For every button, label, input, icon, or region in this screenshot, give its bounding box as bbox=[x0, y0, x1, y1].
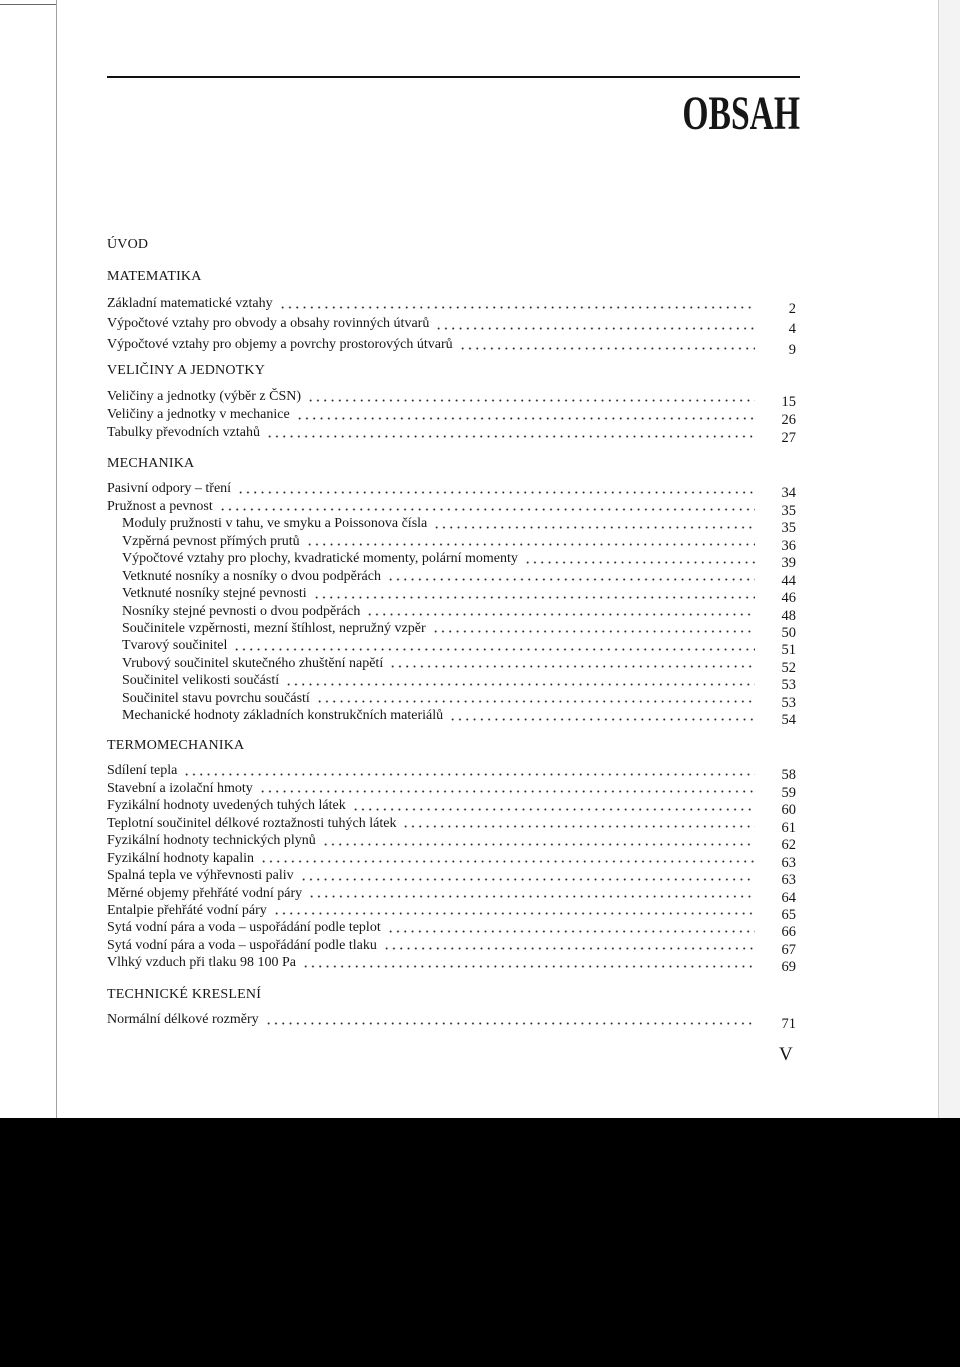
entry-page: 53 bbox=[781, 677, 796, 694]
entry-title: Součinitele vzpěrnosti, mezní štíhlost, nepružný vzpěr bbox=[122, 620, 426, 636]
dot-leader bbox=[233, 648, 755, 651]
entry-title: Tvarový součinitel bbox=[122, 638, 228, 654]
entry-page: 60 bbox=[781, 802, 796, 819]
dot-leader bbox=[366, 613, 755, 616]
entry-page: 53 bbox=[781, 694, 796, 711]
entry-title: Sytá vodní pára a voda – uspořádání podle tlaku bbox=[107, 937, 377, 953]
dot-leader bbox=[383, 947, 755, 950]
dot-leader bbox=[302, 965, 755, 968]
dot-leader bbox=[313, 596, 755, 599]
toc-subentry bbox=[107, 707, 796, 729]
section-heading: TERMOMECHANIKA bbox=[107, 738, 245, 753]
entry-title: Fyzikální hodnoty kapalin bbox=[107, 850, 254, 866]
dot-leader bbox=[433, 526, 755, 529]
entry-page: 2 bbox=[788, 300, 796, 317]
entry-page: 71 bbox=[781, 1016, 796, 1033]
section-heading: VELIČINY A JEDNOTKY bbox=[107, 363, 266, 378]
toc-subentry bbox=[107, 690, 796, 711]
toc-section-matematika bbox=[107, 268, 796, 358]
entry-page: 48 bbox=[781, 607, 796, 624]
dot-leader bbox=[524, 561, 755, 564]
toc-entry bbox=[107, 902, 796, 923]
page-title: OBSAH bbox=[682, 87, 800, 140]
toc-entry bbox=[107, 850, 796, 871]
dot-leader bbox=[279, 306, 755, 309]
entry-title: Entalpie přehřáté vodní páry bbox=[107, 902, 267, 918]
entry-page: 64 bbox=[781, 889, 796, 906]
entry-title: Součinitel stavu povrchu součástí bbox=[122, 690, 310, 706]
toc-subentry bbox=[107, 655, 796, 676]
entry-title: Veličiny a jednotky v mechanice bbox=[107, 406, 290, 422]
entry-title: Vlhký vzduch při tlaku 98 100 Pa bbox=[107, 955, 296, 971]
toc-subentry bbox=[107, 550, 796, 572]
toc-section-mechanika bbox=[107, 455, 796, 729]
toc-entry bbox=[107, 885, 796, 906]
toc-section-veliciny bbox=[107, 362, 796, 446]
dot-leader bbox=[387, 578, 755, 581]
dot-leader bbox=[260, 860, 755, 863]
entry-page: 50 bbox=[781, 624, 796, 641]
entry-title: Vzpěrná pevnost přímých prutů bbox=[122, 533, 300, 549]
toc-subentry bbox=[107, 585, 796, 607]
dot-leader bbox=[308, 895, 755, 898]
entry-page: 36 bbox=[781, 537, 796, 554]
dot-leader bbox=[449, 718, 755, 721]
entry-title: Sdílení tepla bbox=[107, 763, 178, 779]
dot-leader bbox=[296, 417, 755, 420]
entry-page: 63 bbox=[781, 854, 796, 871]
section-heading: MECHANIKA bbox=[107, 456, 195, 471]
dot-leader bbox=[316, 700, 755, 703]
section-heading: MATEMATIKA bbox=[107, 269, 202, 284]
entry-title: Spalná tepla ve výhřevnosti paliv bbox=[107, 868, 294, 884]
toc-entry bbox=[107, 937, 796, 958]
entry-title: Pružnost a pevnost bbox=[107, 498, 213, 514]
entry-page: 58 bbox=[781, 767, 796, 784]
toc-section-technicke-kresleni bbox=[107, 986, 796, 1033]
toc-entry bbox=[107, 797, 796, 819]
entry-page: 26 bbox=[781, 411, 796, 428]
section-heading: ÚVOD bbox=[107, 237, 149, 252]
toc-entry bbox=[107, 498, 796, 519]
page-number: V bbox=[779, 1044, 793, 1065]
dot-leader bbox=[322, 843, 755, 846]
entry-page: 46 bbox=[781, 590, 796, 607]
entry-title: Fyzikální hodnoty uvedených tuhých látek bbox=[107, 798, 346, 814]
toc-entry bbox=[107, 481, 796, 502]
entry-title: Stavební a izolační hmoty bbox=[107, 780, 253, 796]
entry-page: 67 bbox=[781, 941, 796, 958]
entry-title: Výpočtové vztahy pro obvody a obsahy rovinných útvarů bbox=[107, 316, 430, 331]
entry-page: 63 bbox=[781, 872, 796, 889]
entry-title: Základní matematické vztahy bbox=[107, 295, 273, 311]
toc-entry bbox=[107, 1012, 796, 1033]
toc-subentry bbox=[107, 533, 796, 554]
toc-entry bbox=[107, 388, 796, 410]
entry-title: Normální délkové rozměry bbox=[107, 1012, 259, 1028]
dot-leader bbox=[307, 399, 755, 402]
toc-entry bbox=[107, 314, 796, 335]
entry-title: Vetknuté nosníky a nosníky o dvou podpěrách bbox=[122, 568, 381, 584]
dot-leader bbox=[387, 930, 755, 933]
toc-section-uvod bbox=[107, 236, 796, 262]
entry-page: 9 bbox=[788, 341, 796, 358]
toc-entry bbox=[107, 954, 796, 976]
entry-page: 35 bbox=[781, 520, 796, 537]
entry-page: 15 bbox=[781, 393, 796, 410]
toc-entry bbox=[107, 294, 796, 315]
toc-section-termomechanika bbox=[107, 737, 796, 976]
dot-leader bbox=[432, 630, 755, 633]
entry-title: Teplotní součinitel délkové roztažnosti tuhých látek bbox=[107, 815, 397, 831]
entry-title: Moduly pružnosti v tahu, ve smyku a Poissonova čísla bbox=[122, 516, 428, 532]
dot-leader bbox=[273, 912, 755, 915]
entry-title: Vetknuté nosníky stejné pevnosti bbox=[122, 586, 307, 602]
dot-leader bbox=[183, 773, 755, 776]
toc-subentry bbox=[107, 568, 796, 589]
dot-leader bbox=[300, 878, 755, 881]
entry-title: Mechanické hodnoty základních konstrukčních materiálů bbox=[122, 708, 444, 724]
entry-page: 35 bbox=[781, 502, 796, 519]
entry-page: 61 bbox=[781, 819, 796, 836]
dot-leader bbox=[352, 808, 755, 811]
dot-leader bbox=[402, 825, 755, 828]
toc-subentry bbox=[107, 637, 796, 659]
dot-leader bbox=[459, 347, 755, 350]
header-rule bbox=[107, 76, 800, 78]
dot-leader bbox=[265, 1022, 755, 1025]
entry-page: 62 bbox=[781, 837, 796, 854]
section-heading: TECHNICKÉ KRESLENÍ bbox=[107, 987, 262, 1002]
entry-title: Veličiny a jednotky (výběr z ČSN) bbox=[107, 388, 302, 404]
entry-title: Fyzikální hodnoty technických plynů bbox=[107, 833, 316, 849]
toc-entry bbox=[107, 780, 796, 801]
toc-entry bbox=[107, 919, 796, 941]
dot-leader bbox=[435, 327, 755, 330]
entry-page: 69 bbox=[781, 959, 796, 976]
entry-title: Tabulky převodních vztahů bbox=[107, 424, 260, 440]
entry-page: 44 bbox=[781, 572, 796, 589]
entry-title: Pasivní odpory – tření bbox=[107, 481, 232, 497]
toc-entry bbox=[107, 815, 796, 836]
entry-page: 27 bbox=[781, 429, 796, 446]
dot-leader bbox=[285, 683, 755, 686]
scan-edge-right bbox=[938, 0, 960, 1118]
toc-entry bbox=[107, 424, 796, 446]
entry-title: Měrné objemy přehřáté vodní páry bbox=[107, 885, 303, 901]
entry-title: Výpočtové vztahy pro objemy a povrchy prostorových útvarů bbox=[107, 336, 453, 352]
toc-subentry bbox=[107, 672, 796, 694]
entry-page: 66 bbox=[781, 924, 796, 941]
scan-black-margin bbox=[0, 1118, 960, 1367]
toc-entry bbox=[107, 867, 796, 889]
dot-leader bbox=[306, 543, 755, 546]
toc-entry bbox=[107, 406, 796, 428]
toc-subentry bbox=[107, 620, 796, 641]
toc-subentry bbox=[107, 515, 796, 537]
entry-page: 51 bbox=[781, 642, 796, 659]
toc-entry bbox=[107, 832, 796, 854]
entry-title: Součinitel velikosti součástí bbox=[122, 673, 280, 689]
dot-leader bbox=[389, 665, 755, 668]
entry-title: Nosníky stejné pevnosti o dvou podpěrách bbox=[122, 603, 361, 619]
entry-page: 34 bbox=[781, 485, 796, 502]
entry-title: Vrubový součinitel skutečného zhuštění napětí bbox=[122, 655, 384, 671]
scan-edge-left bbox=[56, 0, 57, 1118]
entry-page: 39 bbox=[781, 555, 796, 572]
entry-page: 59 bbox=[781, 784, 796, 801]
entry-page: 4 bbox=[788, 321, 796, 337]
dot-leader bbox=[237, 491, 755, 494]
scan-edge-top bbox=[0, 4, 57, 5]
entry-page: 52 bbox=[781, 659, 796, 676]
dot-leader bbox=[259, 790, 755, 793]
dot-leader bbox=[219, 508, 755, 511]
toc-entry bbox=[107, 335, 796, 356]
dot-leader bbox=[266, 435, 755, 438]
entry-title: Výpočtové vztahy pro plochy, kvadratické momenty, polární momenty bbox=[122, 551, 518, 567]
entry-page: 54 bbox=[781, 712, 796, 729]
entry-title: Sytá vodní pára a voda – uspořádání podle teplot bbox=[107, 920, 381, 936]
toc-subentry bbox=[107, 603, 796, 624]
toc-entry bbox=[107, 763, 796, 784]
entry-page: 65 bbox=[781, 906, 796, 923]
